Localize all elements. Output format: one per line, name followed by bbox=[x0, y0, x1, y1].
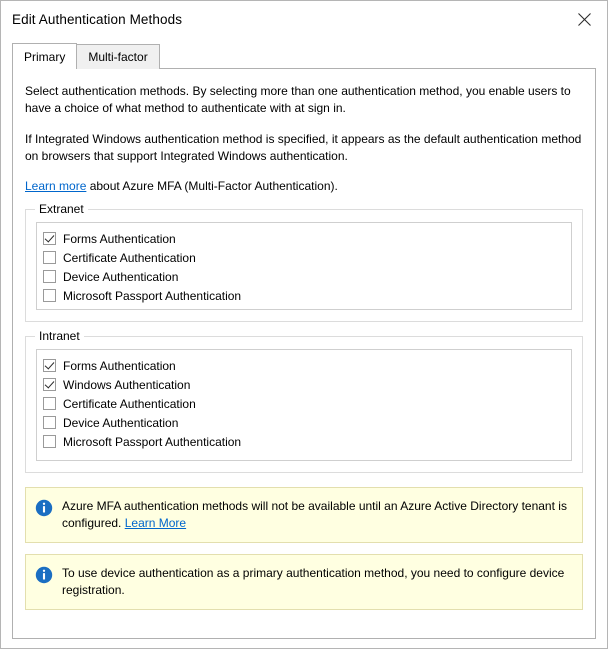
info-icon bbox=[35, 499, 53, 517]
intranet-certificate-authentication-checkbox[interactable] bbox=[43, 397, 56, 410]
extranet-forms-authentication-row[interactable] bbox=[43, 229, 565, 248]
intranet-certificate-authentication-row[interactable] bbox=[43, 394, 565, 413]
extranet-microsoft-passport-authentication-label: Microsoft Passport Authentication bbox=[63, 288, 242, 303]
extranet-certificate-authentication-checkbox[interactable] bbox=[43, 251, 56, 264]
device-registration-notice-text: To use device authentication as a primary authentication method, you need to configure device registration. bbox=[62, 566, 565, 597]
azure-mfa-notice-message: Azure MFA authentication methods will not be available until an Azure Active Directory tenant is configured. bbox=[62, 499, 567, 530]
extranet-device-authentication-label: Device Authentication bbox=[63, 269, 179, 284]
extranet-device-authentication-checkbox[interactable] bbox=[43, 270, 56, 283]
dialog-title: Edit Authentication Methods bbox=[12, 11, 183, 27]
extranet-group-label: Extranet bbox=[35, 202, 88, 216]
intranet-forms-authentication-checkbox[interactable] bbox=[43, 359, 56, 372]
learn-more-link[interactable]: Learn more bbox=[25, 179, 87, 193]
tab-primary-label: Primary bbox=[24, 49, 66, 64]
learn-more-line bbox=[25, 178, 583, 195]
extranet-microsoft-passport-authentication-row[interactable] bbox=[43, 286, 565, 305]
extranet-method-list[interactable] bbox=[36, 222, 572, 310]
title-bar bbox=[1, 1, 607, 37]
tab-primary[interactable] bbox=[12, 43, 77, 69]
azure-mfa-notice-text bbox=[62, 498, 572, 532]
description-paragraph-1: Select authentication methods. By selecting more than one authentication method, you enable users to have a choice of what method to authenticate with at sign in. bbox=[25, 84, 571, 115]
info-icon bbox=[35, 566, 53, 584]
intranet-windows-authentication-label: Windows Authentication bbox=[63, 377, 191, 392]
extranet-microsoft-passport-authentication-checkbox[interactable] bbox=[43, 289, 56, 302]
intranet-windows-authentication-row[interactable] bbox=[43, 375, 565, 394]
extranet-forms-authentication-checkbox[interactable] bbox=[43, 232, 56, 245]
intranet-certificate-authentication-label: Certificate Authentication bbox=[63, 396, 196, 411]
learn-more-notice-link[interactable]: Learn More bbox=[124, 516, 187, 530]
extranet-forms-authentication-label: Forms Authentication bbox=[63, 231, 176, 246]
intranet-device-authentication-row[interactable] bbox=[43, 413, 565, 432]
learn-more-suffix: about Azure MFA (Multi-Factor Authentication). bbox=[86, 179, 338, 193]
extranet-certificate-authentication-label: Certificate Authentication bbox=[63, 250, 196, 265]
intranet-device-authentication-checkbox[interactable] bbox=[43, 416, 56, 429]
extranet-device-authentication-row[interactable] bbox=[43, 267, 565, 286]
intranet-method-list[interactable] bbox=[36, 349, 572, 461]
intranet-microsoft-passport-authentication-label: Microsoft Passport Authentication bbox=[63, 434, 242, 449]
device-registration-notice bbox=[25, 554, 583, 610]
intranet-windows-authentication-checkbox[interactable] bbox=[43, 378, 56, 391]
intranet-forms-authentication-label: Forms Authentication bbox=[63, 358, 176, 373]
azure-mfa-notice bbox=[25, 487, 583, 543]
tab-page-primary bbox=[12, 68, 596, 639]
intranet-group-label: Intranet bbox=[35, 329, 84, 343]
extranet-group bbox=[25, 202, 583, 322]
close-button[interactable] bbox=[562, 4, 607, 34]
intranet-group bbox=[25, 329, 583, 473]
intranet-microsoft-passport-authentication-checkbox[interactable] bbox=[43, 435, 56, 448]
intranet-device-authentication-label: Device Authentication bbox=[63, 415, 179, 430]
extranet-certificate-authentication-row[interactable] bbox=[43, 248, 565, 267]
intranet-microsoft-passport-authentication-row[interactable] bbox=[43, 432, 565, 451]
tab-strip bbox=[12, 43, 607, 69]
tab-multi-factor-label: Multi-factor bbox=[88, 50, 148, 64]
intranet-forms-authentication-row[interactable] bbox=[43, 356, 565, 375]
description-paragraph-2: If Integrated Windows authentication method is specified, it appears as the default authentication method on browsers that support Integrated Windows authentication. bbox=[25, 132, 582, 163]
close-icon bbox=[578, 13, 591, 26]
tab-multi-factor[interactable] bbox=[76, 44, 159, 69]
